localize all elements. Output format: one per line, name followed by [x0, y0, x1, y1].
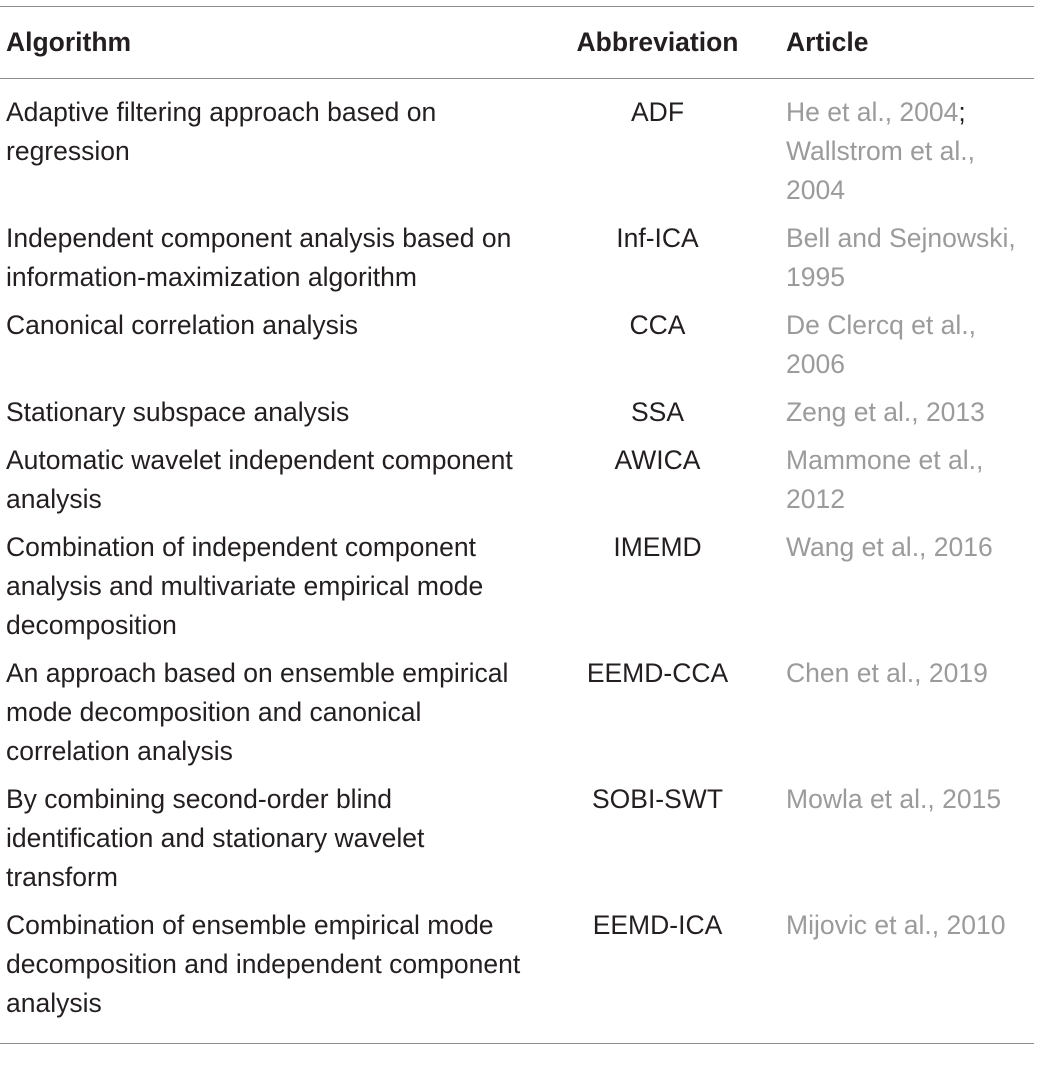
table-row: [0, 219, 1034, 306]
algorithm-cell: Adaptive filtering approach based on regression: [6, 97, 437, 166]
algorithm-cell: Canonical correlation analysis: [6, 310, 359, 340]
article-link[interactable]: Mowla et al., 2015: [786, 784, 1002, 814]
abbreviation-cell: CCA: [629, 310, 686, 340]
article-link[interactable]: Zeng et al., 2013: [786, 397, 985, 427]
article-cell: [780, 441, 1034, 528]
algorithm-cell: Combination of independent component analysis and multivariate empirical mode decomposition: [6, 532, 484, 640]
article-cell: [780, 654, 1034, 780]
abbreviation-cell: ADF: [631, 97, 684, 127]
abbreviation-cell: AWICA: [614, 445, 701, 475]
algorithm-cell: Automatic wavelet independent component analysis: [6, 445, 513, 514]
table-row: [0, 906, 1034, 1044]
article-link[interactable]: Wang et al., 2016: [786, 532, 993, 562]
article-cell: [780, 780, 1034, 906]
header-article: Article: [786, 27, 869, 57]
algorithm-table-container: [0, 6, 1034, 1048]
table-row: [0, 79, 1034, 220]
article-link[interactable]: He et al., 2004: [786, 97, 959, 127]
table-row: [0, 528, 1034, 654]
abbreviation-cell: SOBI-SWT: [591, 784, 724, 814]
article-cell: [780, 528, 1034, 654]
abbreviation-cell: IMEMD: [613, 532, 702, 562]
algorithm-cell: Stationary subspace analysis: [6, 397, 350, 427]
table-row: [0, 393, 1034, 441]
header-abbreviation: Abbreviation: [576, 27, 739, 57]
article-link[interactable]: Mijovic et al., 2010: [786, 910, 1006, 940]
algorithm-cell: Combination of ensemble empirical mode decomposition and independent component analysis: [6, 910, 521, 1018]
table-row: [0, 654, 1034, 780]
abbreviation-cell: EEMD-ICA: [592, 910, 723, 940]
header-row: [0, 7, 1034, 79]
article-cell: [780, 79, 1034, 220]
citation-separator: ;: [958, 97, 966, 127]
table-bottom-rule: [0, 1044, 1034, 1049]
article-link[interactable]: Wallstrom et al., 2004: [786, 136, 975, 205]
header-algorithm: Algorithm: [6, 27, 132, 57]
article-link[interactable]: De Clercq et al., 2006: [786, 310, 976, 379]
article-cell: [780, 906, 1034, 1044]
algorithm-cell: By combining second-order blind identification and stationary wavelet transform: [6, 784, 425, 892]
article-cell: [780, 219, 1034, 306]
bottom-rule-cell: [0, 1044, 1034, 1049]
table-row: [0, 306, 1034, 393]
algorithm-cell: An approach based on ensemble empirical mode decomposition and canonical correlation analysis: [6, 658, 509, 766]
abbreviation-cell: Inf-ICA: [616, 223, 699, 253]
article-cell: [780, 306, 1034, 393]
table-row: [0, 441, 1034, 528]
abbreviation-cell: EEMD-CCA: [586, 658, 729, 688]
table-row: [0, 780, 1034, 906]
article-link[interactable]: Chen et al., 2019: [786, 658, 988, 688]
abbreviation-cell: SSA: [630, 397, 685, 427]
algorithm-table: [0, 6, 1034, 1048]
article-cell: [780, 393, 1034, 441]
algorithm-cell: Independent component analysis based on information-maximization algorithm: [6, 223, 512, 292]
article-link[interactable]: Mammone et al., 2012: [786, 445, 984, 514]
article-link[interactable]: Bell and Sejnowski, 1995: [786, 223, 1016, 292]
